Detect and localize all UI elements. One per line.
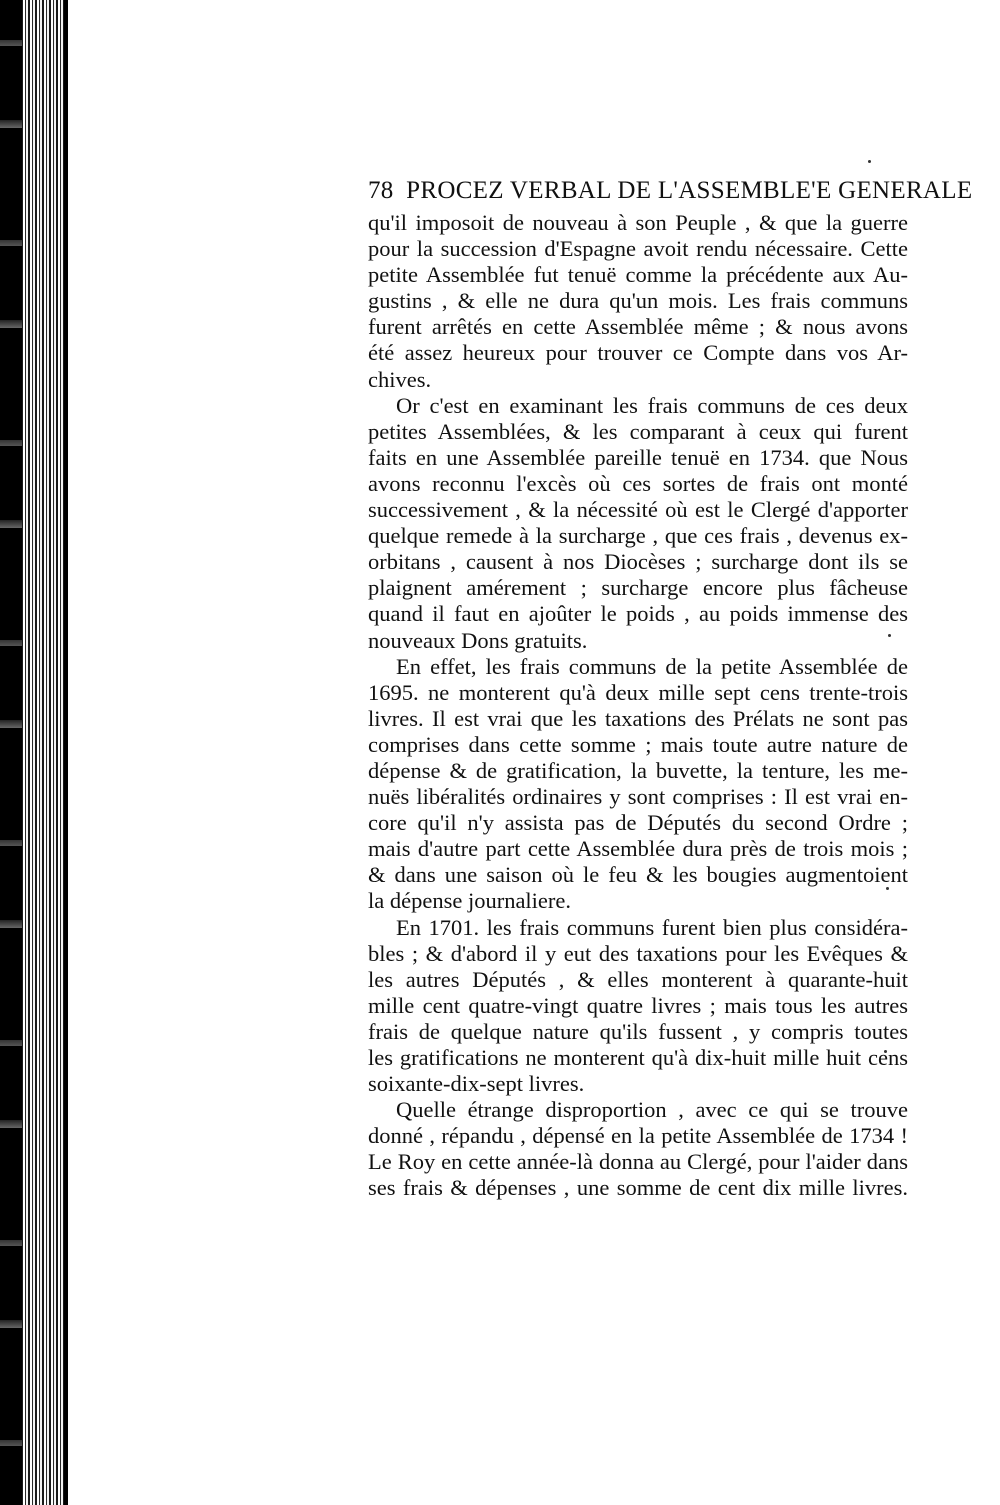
- text-line: mais d'autre part cette Assemblée dura près de trois mois ;: [368, 836, 908, 862]
- text-line: Le Roy en cette année-là donna au Clergé, pour l'aider dans: [368, 1149, 908, 1175]
- text-line: quand il faut en ajoûter le poids , au poids immense des: [368, 601, 908, 627]
- text-line: furent arrêtés en cette Assemblée même ; & nous avons: [368, 314, 908, 340]
- text-line: bles ; & d'abord il y eut des taxations pour les Evêques &: [368, 940, 908, 966]
- text-line: En 1701. les frais communs furent bien plus considéra-: [396, 914, 908, 940]
- text-line: En effet, les frais communs de la petite Assemblée de: [396, 653, 908, 679]
- text-line: soixante-dix-sept livres.: [368, 1071, 585, 1097]
- text-line: mille cent quatre-vingt quatre livres ; mais tous les autres: [368, 992, 908, 1018]
- page-text-block: [368, 172, 973, 1202]
- text-line: les autres Députés , & elles monterent à quarante-huit: [368, 966, 908, 992]
- text-line: ses frais & dépenses , une somme de cent dix mille livres.: [368, 1175, 908, 1201]
- text-line: été assez heureux pour trouver ce Compte dans vos Ar-: [368, 340, 908, 366]
- text-line: plaignent amérement ; surcharge encore plus fâcheuse: [368, 575, 908, 601]
- text-line: faits en une Assemblée pareille tenuë en 1734. que Nous: [368, 444, 908, 470]
- text-line: core qu'il n'y assista pas de Députés du second Ordre ;: [368, 810, 908, 836]
- text-line: chives.: [368, 366, 432, 392]
- text-line: successivement , & la nécessité où est le Clergé d'apporter: [368, 497, 908, 523]
- text-line: nuës libéralités ordinaires y sont comprises : Il est vrai en-: [368, 784, 908, 810]
- text-line: donné , répandu , dépensé en la petite Assemblée de 1734 !: [368, 1123, 908, 1149]
- text-line: avons reconnu l'excès où ces sortes de frais ont monté: [368, 470, 908, 496]
- running-title: PROCEZ VERBAL DE L'ASSEMBLE'E GENERALE: [406, 177, 973, 204]
- text-line: la dépense journaliere.: [368, 888, 572, 914]
- body-text: [368, 210, 908, 1202]
- text-line: petites Assemblées, & les comparant à ceux qui furent: [368, 418, 908, 444]
- text-line: dépense & de gratification, la buvette, la tenture, les me-: [368, 757, 908, 783]
- running-head: [368, 172, 973, 210]
- text-line: 1695. ne monterent qu'à deux mille sept cens trente-trois: [368, 679, 908, 705]
- text-line: Or c'est en examinant les frais communs de ces deux: [396, 392, 908, 418]
- text-line: nouveaux Dons gratuits.: [368, 627, 588, 653]
- text-line: quelque remede à la surcharge , que ces frais , devenus ex-: [368, 523, 908, 549]
- text-line: pour la succession d'Espagne avoit rendu nécessaire. Cette: [368, 236, 908, 262]
- text-line: livres. Il est vrai que les taxations des Prélats ne sont pas: [368, 705, 908, 731]
- text-line: qu'il imposoit de nouveau à son Peuple , & que la guerre: [368, 210, 908, 235]
- binding-edge: [0, 0, 68, 1505]
- text-line: Quelle étrange disproportion , avec ce qui se trouve: [396, 1097, 908, 1123]
- ink-speck: [868, 160, 871, 163]
- text-line: orbitans , causent à nos Diocèses ; surcharge dont ils se: [368, 549, 908, 575]
- text-line: comprises dans cette somme ; mais toute autre nature de: [368, 731, 908, 757]
- text-line: & dans une saison où le feu & les bougies augmentoient: [368, 862, 908, 888]
- text-line: les gratifications ne monterent qu'à dix-huit mille huit cens: [368, 1045, 908, 1070]
- text-line: gustins , & elle ne dura qu'un mois. Les frais communs: [368, 288, 908, 314]
- page-number: 78: [368, 177, 394, 204]
- text-line: petite Assemblée fut tenuë comme la précédente aux Au-: [368, 262, 908, 288]
- text-line: frais de quelque nature qu'ils fussent , y compris toutes: [368, 1018, 908, 1044]
